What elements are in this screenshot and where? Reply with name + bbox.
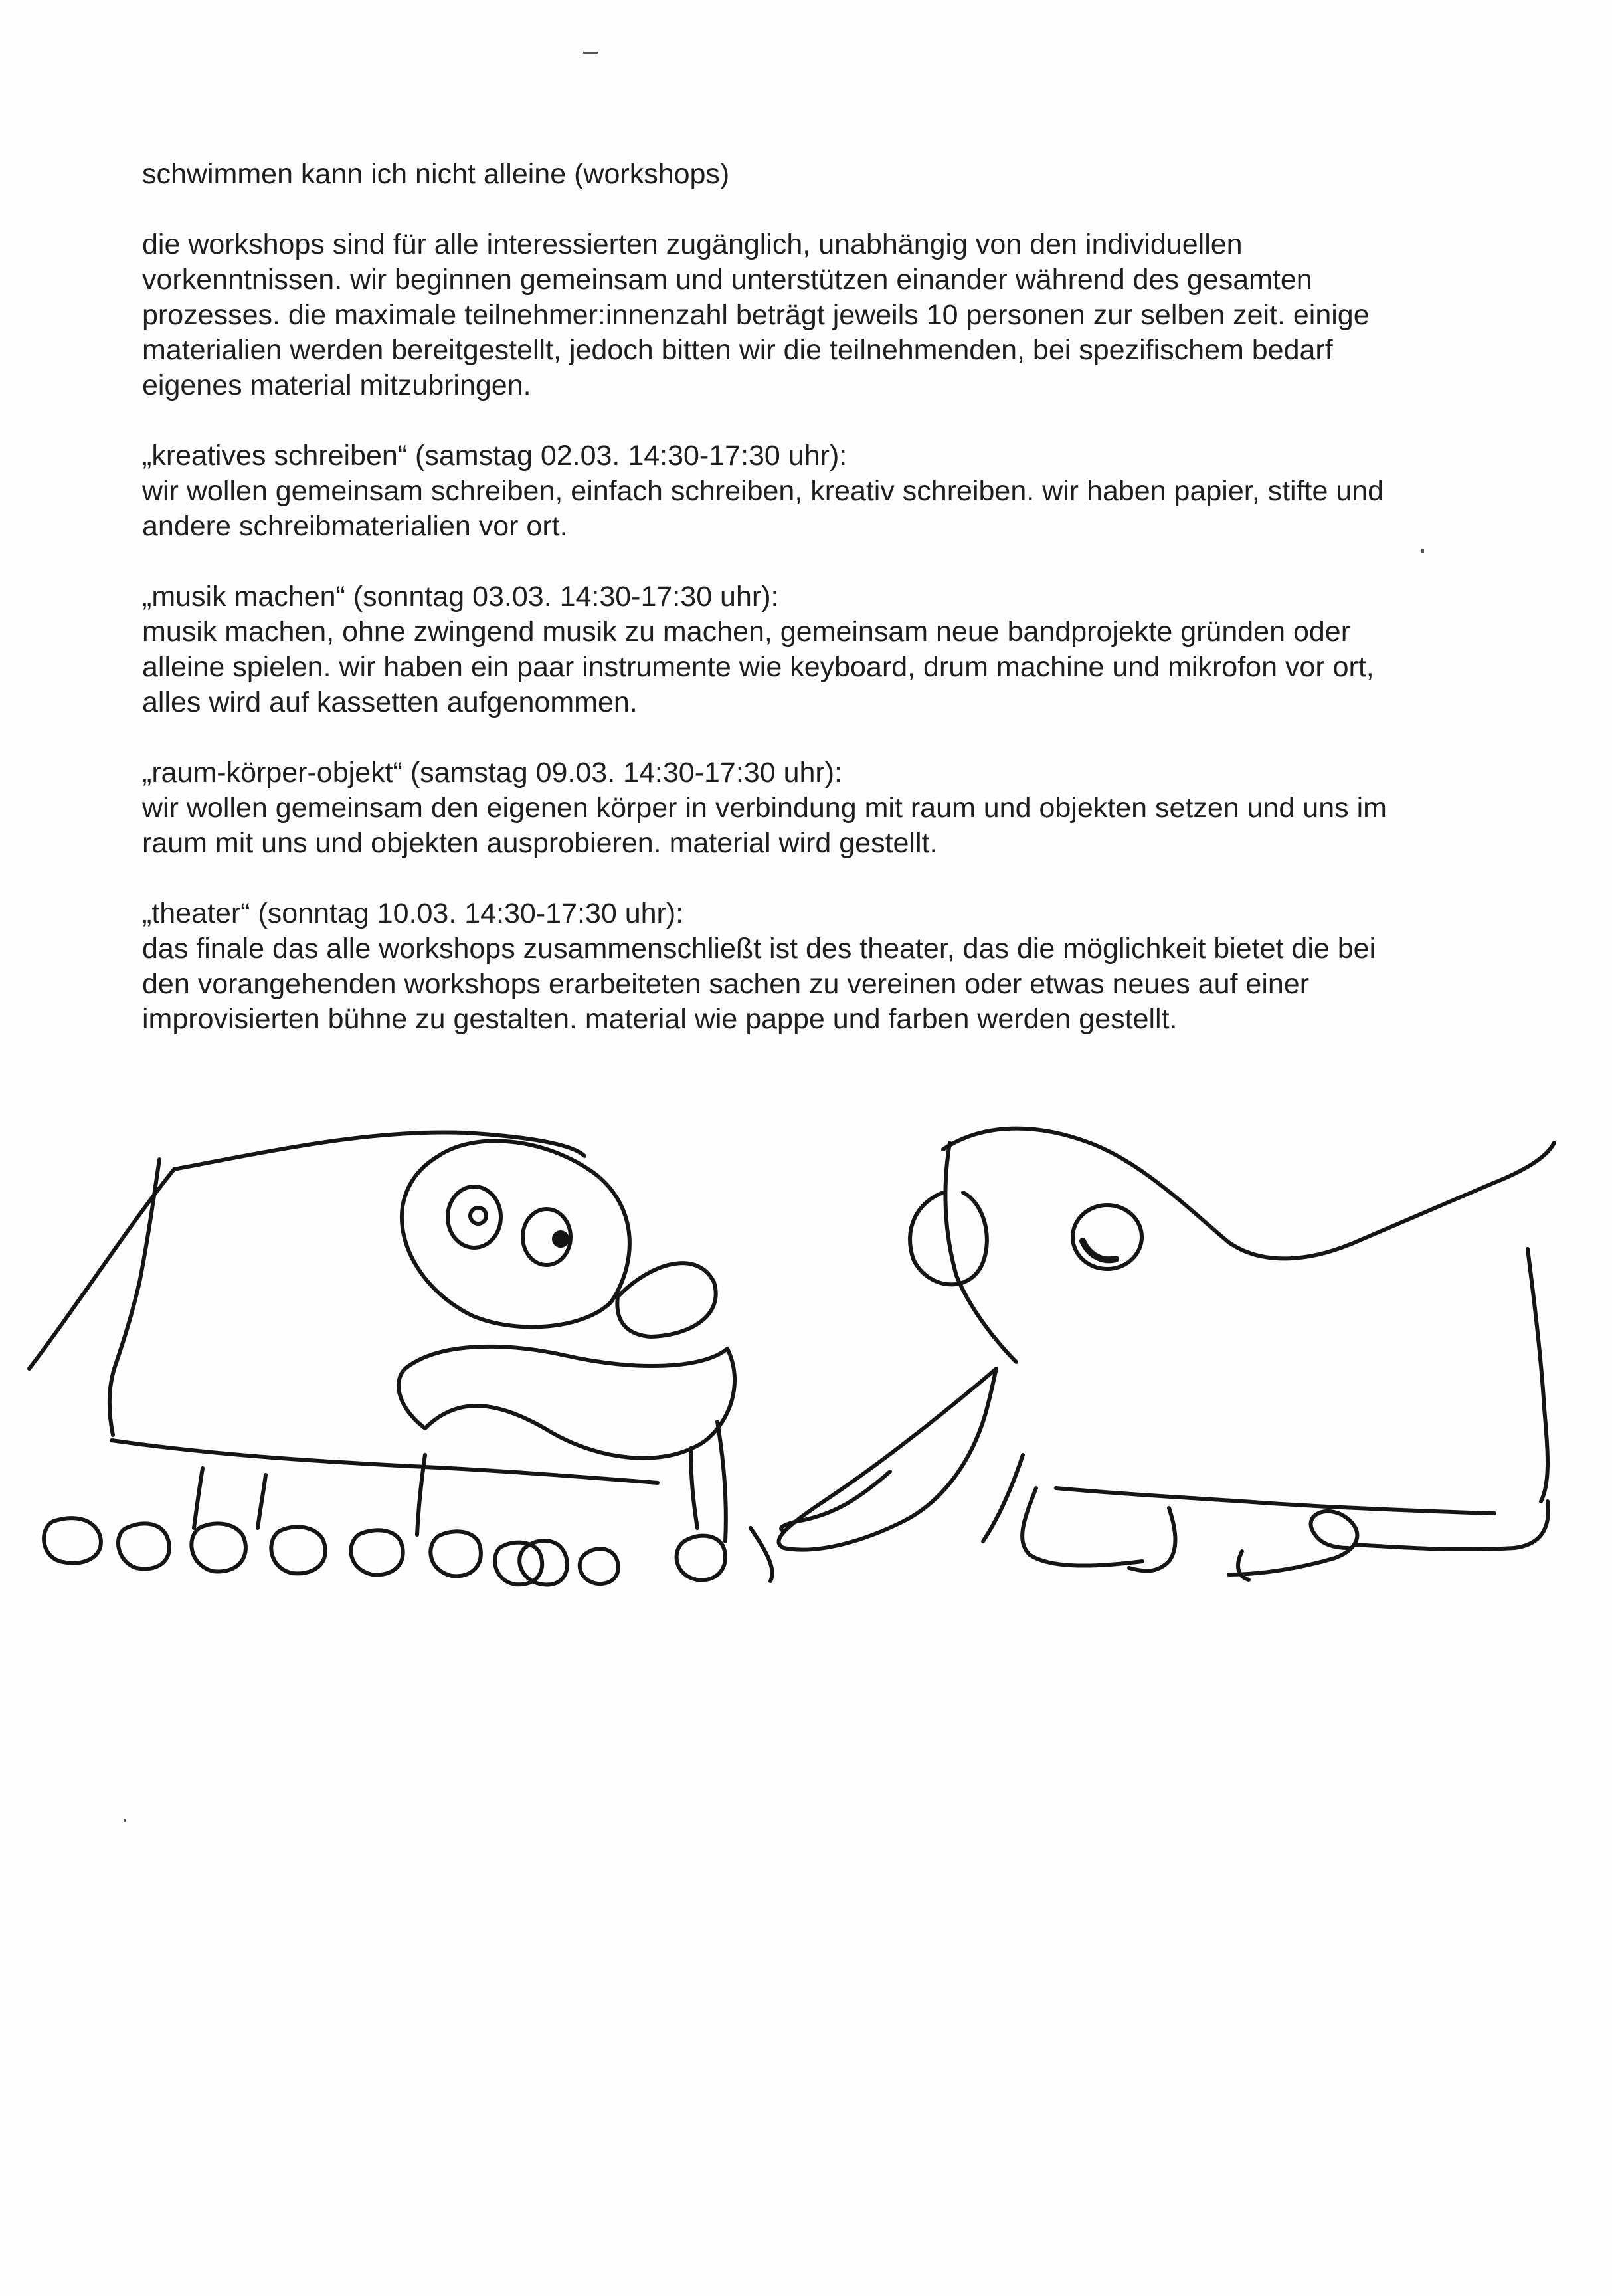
left-creature-leg [194,1468,203,1528]
right-creature-belly [1056,1488,1494,1513]
workshop-description: wir wollen gemeinsam den eigenen körper in verbindung mit raum und objekten setzen und uns im raum mit uns und objekten ausprobieren. material wird gestellt. [142,792,1387,859]
left-creature-toe [351,1530,403,1575]
left-creature-leg [258,1475,266,1528]
workshop-musik-machen [142,579,1477,720]
workshop-kreatives-schreiben [142,438,1477,544]
left-creature-toe [580,1549,618,1584]
left-creature-toe [677,1536,726,1580]
left-creature-pupil-left [470,1208,486,1224]
left-creature-inner-line [717,1422,726,1541]
left-creature-front-edge [110,1159,159,1435]
left-creature-snout [617,1263,715,1337]
left-creature-toe [271,1527,325,1573]
workshop-description: wir wollen gemeinsam schreiben, einfach schreiben, kreativ schreiben. wir haben papier, stifte und andere schreibmaterialien vor ort. [142,475,1384,542]
workshop-heading: „raum-körper-objekt“ (samstag 09.03. 14:30-17:30 uhr): [142,757,842,789]
left-creature-belly-line [112,1440,658,1483]
right-creature-back [943,1129,1554,1259]
right-creature-lip [751,1528,772,1581]
workshop-theater [142,896,1477,1037]
right-creature-foot [1229,1511,1357,1575]
scan-speck [124,1819,126,1822]
workshop-raum-koerper-objekt [142,755,1477,861]
left-creature-eye-left [448,1187,501,1248]
right-creature-snout [779,1369,997,1550]
intro-paragraph: die workshops sind für alle interessierten zugänglich, unabhängig von den individuellen vorkenntnissen. wir beginnen gemeinsam und unterstützen einander während des gesamten prozesses. die maximale teilnehmer:innenzahl beträgt jeweils 10 personen zur selben zeit. einige materialien werden bereitgestellt, jedoch bitten wir die teilnehmenden, bei spezifischem bedarf eigenes material mitzubringen. [142,229,1370,401]
left-creature-head [402,1141,630,1327]
left-creature-mouth [399,1347,735,1458]
left-creature-toe [430,1531,481,1576]
right-creature-leg [1022,1488,1142,1566]
workshop-heading: „kreatives schreiben“ (samstag 02.03. 14:30-17:30 uhr): [142,440,848,472]
right-creature-head-front [945,1143,1016,1362]
scan-speck [583,52,598,54]
right-creature-leg [983,1455,1023,1541]
right-creature-back-edge [1528,1249,1548,1501]
workshop-heading: „musik machen“ (sonntag 03.03. 14:30-17:30 uhr): [142,581,779,613]
document-title: schwimmen kann ich nicht alleine (workshops) [142,158,730,190]
left-creature-back-line [29,1132,584,1369]
hand-drawn-animals-sketch-icon [0,1103,1612,1634]
workshop-description: musik machen, ohne zwingend musik zu machen, gemeinsam neue bandprojekte gründen oder alleine spielen. wir haben ein paar instrumente wie keyboard, drum machine und mikrofon vor ort, alles wird auf kassetten aufgenommen. [142,616,1374,718]
workshop-heading: „theater“ (sonntag 10.03. 14:30-17:30 uhr): [142,898,684,929]
workshop-description: das finale das alle workshops zusammenschließt ist des theater, das die möglichkeit bietet die bei den vorangehenden workshops erarbeiteten sachen zu vereinen oder etwas neues auf einer improvisierten bühne zu gestalten. material wie pappe und farben werden gestellt. [142,933,1376,1035]
left-creature-toe [118,1523,169,1569]
document-body [142,157,1477,1072]
right-creature-pupil [1083,1241,1116,1260]
right-creature-jaw [781,1472,890,1531]
left-creature-toe [191,1523,246,1571]
left-creature-toe [44,1518,101,1563]
left-creature-leg [691,1448,697,1528]
left-creature-pupil-right [554,1232,567,1246]
